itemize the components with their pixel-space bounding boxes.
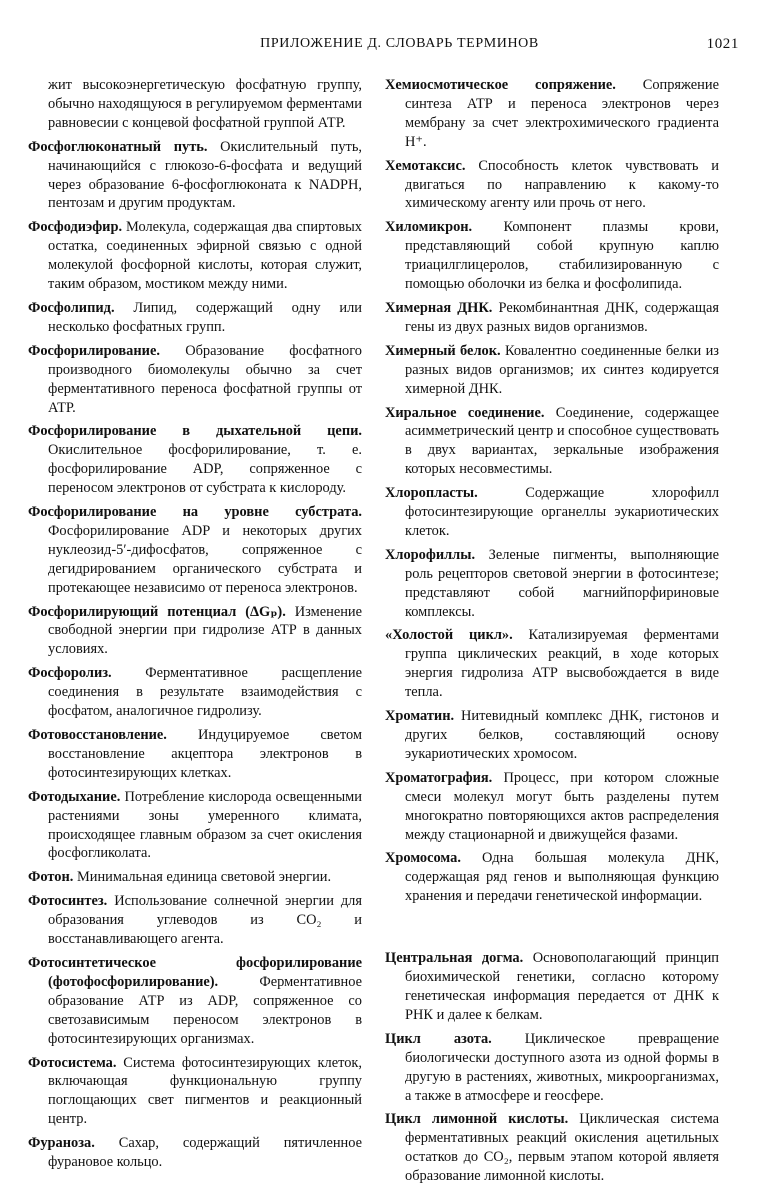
glossary-entry <box>28 603 362 660</box>
glossary-entry <box>385 299 719 337</box>
glossary-entry <box>28 1054 362 1130</box>
glossary-entry <box>385 949 719 1025</box>
glossary-entry <box>28 664 362 721</box>
entry-term: Хроматин. <box>385 708 455 725</box>
entry-term: Фотон. <box>28 869 74 886</box>
entry-term: Хлорофиллы. <box>385 546 476 563</box>
entry-definition: Использование солнечной энергии для образования углеводов из CO₂ и восстанавливающего агента. <box>48 893 362 948</box>
entry-definition: Циклическая система ферментативных реакций окисления ацетильных остатков до CO₂, первым этапом которой являетя образование лимонной кислоты. <box>405 1111 719 1185</box>
entry-term: Фосфорилирование. <box>28 342 160 359</box>
entry-term: Фотовосстановление. <box>28 727 167 743</box>
glossary-entry <box>385 849 719 906</box>
glossary-entry <box>385 342 719 399</box>
glossary-entry <box>385 218 719 294</box>
entry-definition: Индуцируемое светом восстановление акцептора электронов в фотосинтезирующих клетках. <box>48 727 362 781</box>
entry-definition: Окислительное фосфорилирование, т. е. фосфорилирование ADP, сопряженное с переносом электронов от субстрата к кислороду. <box>48 442 362 497</box>
glossary-entry <box>28 299 362 337</box>
entry-definition: Основополагающий принцип биохимической генетики, согласно которому генетическая информация передается от ДНК к РНК и далее к белкам. <box>405 950 719 1023</box>
running-head <box>60 36 739 58</box>
glossary-entry <box>28 1134 362 1172</box>
left-column <box>28 76 362 1177</box>
entry-definition: Молекула, содержащая два спиртовых остатка, соединенных эфирной связью с одной молекулой фосфорной кислоты, которая служит, таким образом, мостиком между ними. <box>48 219 362 293</box>
glossary-entry <box>385 404 719 480</box>
entry-definition: Ферментативное расщепление соединения в результате взаимодействия с фосфатом, аналогичное гидролизу. <box>48 665 362 720</box>
glossary-entry <box>385 769 719 845</box>
glossary-entry <box>28 342 362 418</box>
glossary-entry <box>385 546 719 622</box>
entry-definition: Система фотосинтезирующих клеток, включающая функциональную группу поглощающих свет пигментов и реакционный центр. <box>48 1054 362 1128</box>
entry-term: Фотосинтез. <box>28 893 108 910</box>
section-kh-entries <box>385 76 719 906</box>
entry-definition: Циклическое превращение биологически доступного азота из одной формы в другую в растениях, животных, микроорганизмах, а также в атмосфере и геосфере. <box>405 1030 719 1104</box>
running-title: ПРИЛОЖЕНИЕ Д. СЛОВАРЬ ТЕРМИНОВ <box>260 36 539 51</box>
glossary-entry <box>385 76 719 152</box>
glossary-entry <box>28 868 362 887</box>
entry-definition: Изменение свободной энергии при гидролизе АТР в данных условиях. <box>48 603 362 658</box>
entry-definition: Ферментативное образование АТР из ADP, сопряженное со светозависимым переносом электронов в фотосинтезирующих организмах. <box>48 973 362 1047</box>
entry-definition: Сопряжение синтеза АТР и переноса электронов через мембрану за счет электрохимического градиента H⁺. <box>405 77 719 150</box>
entry-term: Хемотаксис. <box>385 157 466 174</box>
entry-definition: Способность клеток чувствовать и двигаться по направлению к какому-то химическому агенту или прочь от него. <box>405 157 719 212</box>
glossary-entry <box>385 157 719 214</box>
entry-term: Хемиосмотическое сопряжение. <box>385 77 616 93</box>
section-gap <box>385 911 719 949</box>
section-ts-entries <box>385 949 719 1186</box>
entry-term: Хроматография. <box>385 769 493 786</box>
entry-definition: Катализируемая ферментами группа циклических реакций, в ходе которых энергия гидролиза АТР высвобождается в виде тепла. <box>405 627 719 701</box>
entry-definition: Окислительный путь, начинающийся с глюкозо-6-фосфата и ведущий через образование 6-фосфоглюконата к NADPH, пентозам и другим продуктам. <box>48 138 362 212</box>
entry-term: Цикл лимонной кислоты. <box>385 1111 569 1128</box>
page-number: 1021 <box>706 36 739 52</box>
glossary-entry <box>385 707 719 764</box>
glossary-entry <box>28 138 362 214</box>
entry-term: Хлоропласты. <box>385 485 478 502</box>
glossary-entry <box>385 626 719 702</box>
glossary-entry <box>28 218 362 294</box>
entry-term: Фосфорилирование в дыхательной цепи. <box>28 423 362 440</box>
entry-term: Хиральное соединение. <box>385 404 545 421</box>
entry-term: Фураноза. <box>28 1135 95 1152</box>
entry-definition: Сахар, содержащий пятичленное фурановое кольцо. <box>48 1135 362 1171</box>
glossary-entry <box>28 892 362 949</box>
glossary-entry <box>28 788 362 864</box>
entry-term: Химерный белок. <box>385 342 501 359</box>
entry-term: Центральная догма. <box>385 950 524 967</box>
entry-definition: Потребление кислорода освещенными растениями зоны умеренного климата, происходящее главным образом за счет окисления фосфогликолата. <box>48 788 362 862</box>
entry-term: Цикл азота. <box>385 1030 492 1047</box>
entry-definition: Липид, содержащий одну или несколько фосфатных групп. <box>48 299 362 335</box>
glossary-entry <box>385 1030 719 1106</box>
entry-definition: Соединение, содержащее асимметрический центр и способное существовать в двух вариантах, зеркальные изображения которых несовместимы. <box>405 404 720 478</box>
glossary-entry <box>28 422 362 498</box>
entry-term: Фосфорилирующий потенциал (ΔGₚ). <box>28 603 286 620</box>
entry-term: Хромосома. <box>385 850 461 867</box>
entry-definition: Минимальная единица световой энергии. <box>76 869 332 886</box>
entry-term: Хиломикрон. <box>385 219 473 236</box>
right-column <box>385 76 719 1191</box>
entry-term: Фосфоглюконатный путь. <box>28 138 208 155</box>
entry-term: Химерная ДНК. <box>385 299 493 316</box>
entry-definition: Компонент плазмы крови, представляющий собой крупную каплю триацилглицеролов, стабилизированную с помощью оболочки из белка и фосфолипида. <box>405 219 719 293</box>
entry-term: Фотосистема. <box>28 1054 117 1071</box>
continued-definition: жит высокоэнергетическую фосфатную группу, обычно находящуюся в регулируемом ферментами равновесии с концевой фосфатной группой АТР. <box>48 77 362 131</box>
entry-definition: Образование фосфатного производного биомолекулы обычно за счет ферментативного переноса фосфатной группы от АТР. <box>48 342 362 416</box>
entry-term: Фотодыхание. <box>28 788 121 805</box>
entry-definition: Содержащие хлорофилл фотосинтезирующие органеллы эукариотических клеток. <box>405 485 719 539</box>
glossary-entry <box>385 1110 719 1186</box>
entry-definition: Зеленые пигменты, выполняющие роль рецепторов световой энергии в фотосинтезе; представляют собой магнийпорфириновые комплексы. <box>405 546 719 620</box>
entry-definition: Одна большая молекула ДНК, содержащая ряд генов и выполняющая функцию хранения и передачи генетической информации. <box>405 850 719 905</box>
glossary-entry <box>385 484 719 541</box>
glossary-entry <box>28 726 362 783</box>
entry-term: «Холостой цикл». <box>385 627 513 644</box>
entry-term: Фосфодиэфир. <box>28 219 123 236</box>
entry-definition: Ковалентно соединенные белки из разных видов организмов; их синтез кодируется химерной ДНК. <box>405 342 719 397</box>
entry-definition: Фосфорилирование ADP и некоторых других нуклеозид-5′-дифосфатов, сопряженное с дегидрированием органического субстрата и протекающее независимо от переноса электронов. <box>48 522 362 596</box>
entry-term: Фосфоролиз. <box>28 665 112 682</box>
glossary-entry <box>28 954 362 1049</box>
entry-term: Фосфолипид. <box>28 299 115 316</box>
glossary-entry <box>28 503 362 598</box>
left-entries <box>28 138 362 1172</box>
entry-term: Фотосинтетическое фосфорилирование (фотофосфорилирование). <box>28 954 362 990</box>
entry-definition: Нитевидный комплекс ДНК, гистонов и других белков, составляющий основу эукариотических хромосом. <box>405 708 719 762</box>
entry-definition: Процесс, при котором сложные смеси молекул могут быть разделены путем многократно повторяющихся актов распределения между стационарной и движущейся фазами. <box>405 769 719 843</box>
entry-definition: Рекомбинантная ДНК, содержащая гены из двух разных видов организмов. <box>405 299 719 335</box>
entry-term: Фосфорилирование на уровне субстрата. <box>28 504 362 521</box>
